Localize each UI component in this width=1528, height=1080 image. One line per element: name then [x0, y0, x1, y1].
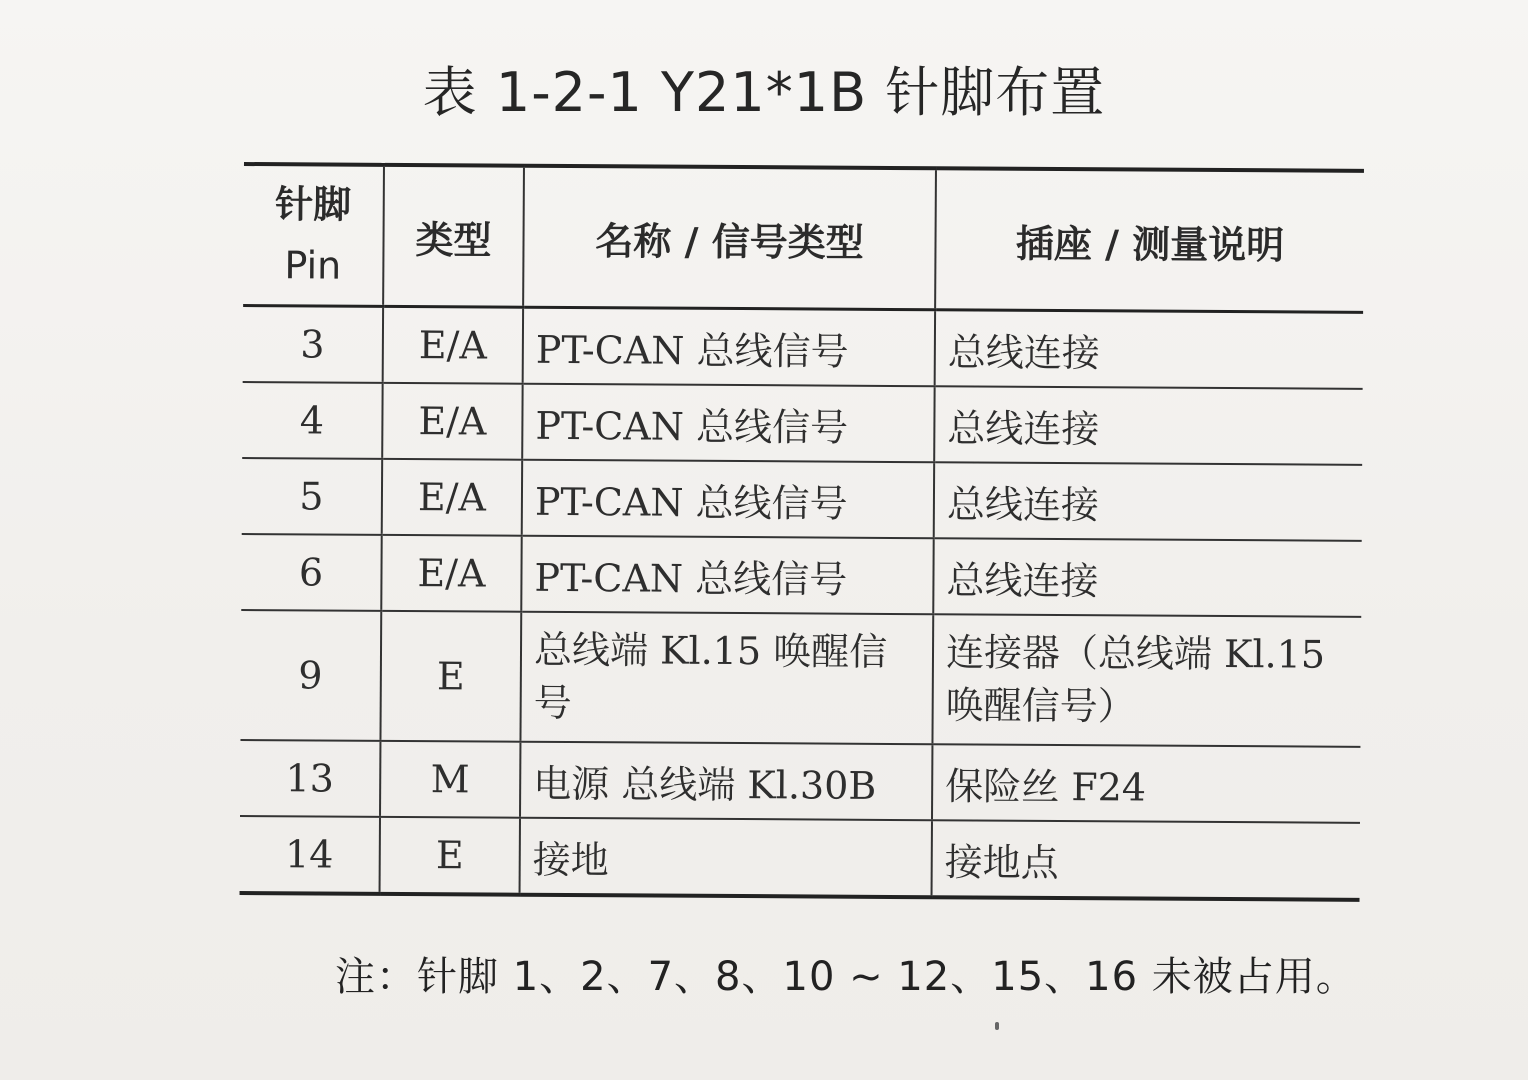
- table-header-row: [243, 164, 1364, 312]
- cell-type: E/A: [382, 383, 522, 460]
- cell-type: E: [380, 817, 520, 895]
- table-row: [243, 305, 1363, 388]
- cell-pin: 4: [242, 382, 382, 459]
- header-pin-zh: 针脚: [275, 182, 352, 227]
- table-title: 表 1-2-1 Y21*1B 针脚布置: [422, 61, 1106, 124]
- pin-table-container: [240, 162, 1364, 902]
- table-row: [242, 458, 1362, 541]
- header-pin: [243, 164, 384, 306]
- cell-pin: 3: [243, 305, 383, 382]
- cell-name: PT-CAN 总线信号: [521, 536, 933, 615]
- cell-name: PT-CAN 总线信号: [523, 307, 935, 386]
- cell-name: 总线端 Kl.15 唤醒信号: [520, 612, 933, 745]
- header-socket: 插座 / 测量说明: [935, 168, 1364, 312]
- cell-socket: 总线连接: [935, 310, 1363, 389]
- cell-socket: 接地点: [932, 820, 1360, 900]
- cell-pin: 9: [240, 610, 381, 741]
- table-row: [241, 534, 1361, 617]
- cell-socket: 保险丝 F24: [932, 744, 1360, 823]
- table-note: 注：针脚 1、2、7、8、10 ~ 12、15、16 未被占用。: [335, 954, 1357, 1000]
- cell-pin: 14: [240, 816, 380, 894]
- cell-socket: 连接器（总线端 Kl.15 唤醒信号）: [932, 614, 1361, 747]
- cell-socket: 总线连接: [933, 538, 1361, 617]
- pin-table: [240, 162, 1364, 902]
- table-row: [240, 610, 1361, 747]
- paper-speck: [995, 1022, 999, 1030]
- cell-name: PT-CAN 总线信号: [522, 460, 934, 539]
- table-row: [242, 382, 1362, 465]
- cell-pin: 5: [242, 458, 382, 535]
- cell-socket: 总线连接: [934, 462, 1362, 541]
- cell-pin: 13: [240, 740, 380, 817]
- cell-type: E/A: [383, 306, 523, 383]
- header-name: 名称 / 信号类型: [523, 166, 936, 310]
- cell-name: PT-CAN 总线信号: [522, 384, 934, 463]
- cell-pin: 6: [241, 534, 381, 611]
- cell-name: 接地: [520, 818, 932, 898]
- cell-type: E: [380, 611, 521, 742]
- cell-type: E/A: [381, 535, 521, 612]
- cell-name: 电源 总线端 Kl.30B: [520, 742, 932, 821]
- table-row: [240, 816, 1360, 900]
- cell-type: M: [380, 741, 520, 818]
- table-row: [240, 740, 1360, 823]
- cell-socket: 总线连接: [934, 386, 1362, 465]
- cell-type: E/A: [382, 459, 522, 536]
- header-type: 类型: [383, 165, 524, 307]
- header-pin-en: Pin: [284, 243, 342, 288]
